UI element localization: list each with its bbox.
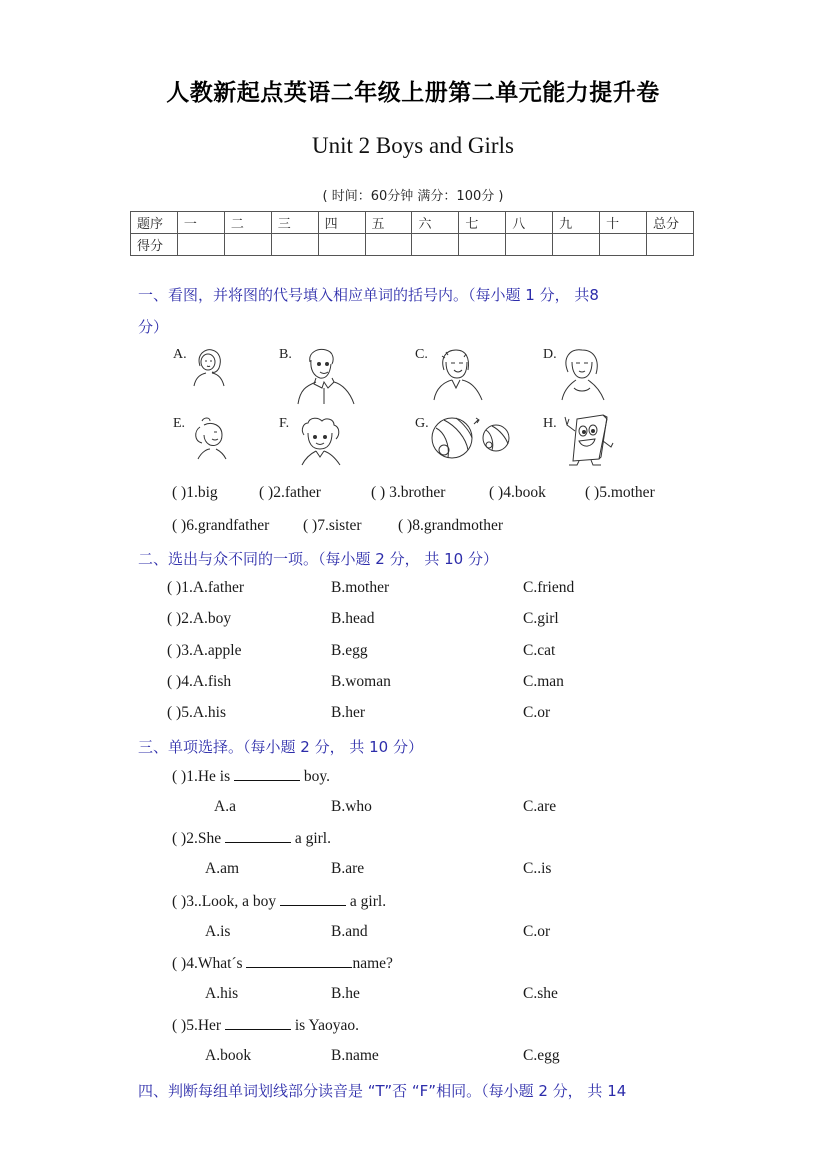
choice-q1-stem (172, 767, 330, 786)
score-table-cell: 四 (318, 212, 365, 234)
page-title: 人教新起点英语二年级上册第二单元能力提升卷 (166, 80, 660, 106)
choice-q5-b: B.name (331, 1047, 379, 1064)
picture-label-e: E. (173, 416, 186, 431)
odd-one-out-q1-b: B.mother (331, 579, 390, 596)
score-input-cell[interactable] (365, 234, 412, 256)
odd-one-out-q1-a: ( )1.A.father (167, 579, 245, 596)
score-row-label: 得分 (131, 234, 178, 256)
score-input-cell[interactable] (177, 234, 224, 256)
choice-q4-pre: ( )4.What´s (172, 955, 247, 972)
choice-q2-post: a girl. (290, 830, 331, 847)
choice-q4-post: name? (352, 955, 393, 972)
choice-q2-stem (172, 829, 331, 848)
odd-one-out-q3-c: C.cat (523, 642, 556, 659)
choice-q4-a: A.his (205, 985, 239, 1002)
choice-q4-stem (172, 954, 393, 973)
odd-one-out-q5-b: B.her (331, 704, 366, 721)
answer-blank[interactable] (280, 892, 346, 906)
choice-q1-post: boy. (300, 768, 330, 785)
book-character-icon (563, 413, 615, 467)
section4-heading: 四、判断每组单词划线部分读音是 “T”否 “F”相同。（每小题 2 分， 共 14 (138, 1082, 627, 1100)
sister-portrait-icon (192, 417, 230, 461)
choice-q2-c: C..is (523, 860, 552, 877)
score-input-cell[interactable] (271, 234, 318, 256)
picture-label-h: H. (543, 416, 557, 431)
score-table-cell: 七 (459, 212, 506, 234)
word-item-2: ( )2.father (259, 484, 321, 501)
odd-one-out-q4-b: B.woman (331, 673, 391, 690)
score-table-cell: 五 (365, 212, 412, 234)
choice-q3-stem (172, 892, 386, 911)
choice-q3-post: a girl. (346, 893, 387, 910)
score-input-cell[interactable] (646, 234, 693, 256)
score-table-cell: 题序 (131, 212, 178, 234)
odd-one-out-q5-c: C.or (523, 704, 551, 721)
odd-one-out-q3-b: B.egg (331, 642, 368, 659)
score-table-cell: 总分 (646, 212, 693, 234)
odd-one-out-q2-b: B.head (331, 610, 375, 627)
time-and-score-info: ( 时间：60分钟 满分：100分 ) (322, 189, 504, 204)
odd-one-out-q3-a: ( )3.A.apple (167, 642, 242, 659)
choice-q1-pre: ( )1.He is (172, 768, 234, 785)
boy-portrait-icon (296, 417, 344, 467)
score-table-score-row (131, 234, 694, 256)
score-input-cell[interactable] (600, 234, 647, 256)
answer-blank[interactable] (234, 767, 300, 781)
choice-q4-c: C.she (523, 985, 558, 1002)
word-item-7: ( )7.sister (303, 517, 362, 534)
odd-one-out-q5-a: ( )5.A.his (167, 704, 226, 721)
choice-q5-pre: ( )5.Her (172, 1017, 225, 1034)
section2-heading: 二、选出与众不同的一项。（每小题 2 分， 共 10 分） (138, 550, 498, 568)
score-input-cell[interactable] (506, 234, 553, 256)
choice-q5-c: C.egg (523, 1047, 560, 1064)
odd-one-out-q1-c: C.friend (523, 579, 575, 596)
odd-one-out-q2-a: ( )2.A.boy (167, 610, 232, 627)
picture-label-d: D. (543, 347, 557, 362)
score-table-cell: 二 (224, 212, 271, 234)
grandfather-portrait-icon (432, 348, 484, 402)
choice-q3-b: B.and (331, 923, 368, 940)
unit-subtitle: Unit 2 Boys and Girls (312, 133, 514, 158)
score-table-cell: 十 (600, 212, 647, 234)
choice-q2-pre: ( )2.She (172, 830, 225, 847)
score-table-cell: 一 (177, 212, 224, 234)
grandmother-portrait-icon (560, 348, 606, 402)
score-table-cell: 九 (553, 212, 600, 234)
picture-label-b: B. (279, 347, 292, 362)
word-item-6: ( )6.grandfather (172, 517, 270, 534)
girl-portrait-icon (192, 348, 226, 388)
score-input-cell[interactable] (553, 234, 600, 256)
choice-q3-a: A.is (205, 923, 231, 940)
word-item-4: ( )4.book (489, 484, 546, 501)
picture-label-f: F. (279, 416, 290, 431)
score-input-cell[interactable] (318, 234, 365, 256)
score-table-header-row (131, 212, 694, 234)
score-table-cell: 八 (506, 212, 553, 234)
word-item-8: ( )8.grandmother (398, 517, 504, 534)
odd-one-out-q2-c: C.girl (523, 610, 559, 627)
choice-q5-a: A.book (205, 1047, 252, 1064)
choice-q5-stem (172, 1016, 359, 1035)
word-item-3: ( ) 3.brother (371, 484, 446, 501)
score-table-cell: 六 (412, 212, 459, 234)
odd-one-out-q4-c: C.man (523, 673, 564, 690)
choice-q2-b: B.are (331, 860, 365, 877)
big-small-balls-icon (430, 414, 512, 460)
section1-heading-cont: 分） (138, 318, 169, 336)
choice-q4-b: B.he (331, 985, 360, 1002)
score-input-cell[interactable] (224, 234, 271, 256)
picture-label-a: A. (173, 347, 187, 362)
answer-blank[interactable] (225, 829, 291, 843)
score-table-cell: 三 (271, 212, 318, 234)
choice-q3-c: C.or (523, 923, 551, 940)
score-input-cell[interactable] (459, 234, 506, 256)
father-portrait-icon (294, 348, 356, 406)
choice-q1-c: C.are (523, 798, 557, 815)
choice-q5-post: is Yaoyao. (290, 1017, 359, 1034)
word-item-1: ( )1.big (172, 484, 218, 501)
word-item-5: ( )5.mother (585, 484, 655, 501)
picture-label-c: C. (415, 347, 428, 362)
picture-label-g: G. (415, 416, 429, 431)
section1-heading: 一、看图，并将图的代号填入相应单词的括号内。（每小题 1 分， 共8 (138, 286, 599, 304)
choice-q1-b: B.who (331, 798, 372, 815)
odd-one-out-q4-a: ( )4.A.fish (167, 673, 232, 690)
answer-blank[interactable] (246, 954, 352, 968)
answer-blank[interactable] (225, 1016, 291, 1030)
choice-q3-pre: ( )3..Look, a boy (172, 893, 281, 910)
score-input-cell[interactable] (412, 234, 459, 256)
choice-q2-a: A.am (205, 860, 240, 877)
section3-heading: 三、单项选择。（每小题 2 分， 共 10 分） (138, 738, 423, 756)
score-table (130, 211, 694, 256)
choice-q1-a: A.a (214, 798, 236, 815)
